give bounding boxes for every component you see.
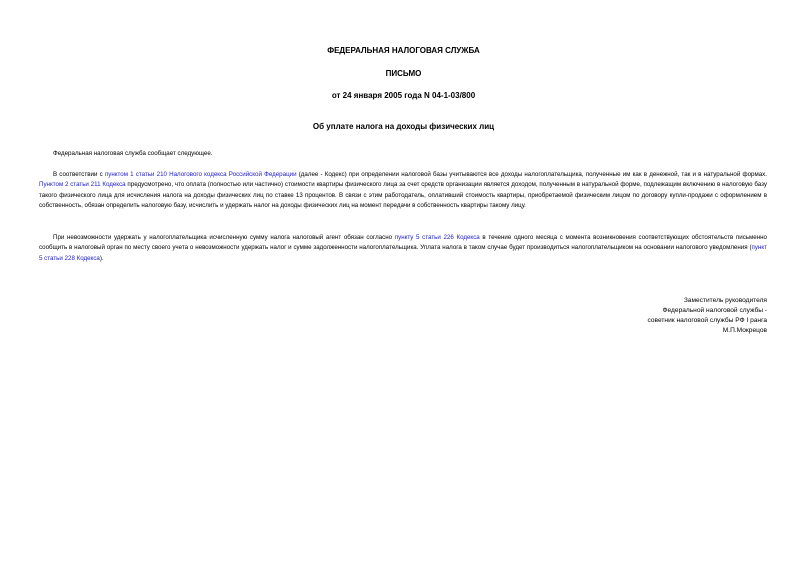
link-article-226[interactable]: пункту 5 статьи 226 Кодекса xyxy=(394,234,480,241)
signature-name: М.П.Мокрецов xyxy=(722,327,767,334)
paragraph-text: При невозможности удержать у налогоплательщика исчисленную сумму налога налоговый агент обязан согласно xyxy=(53,234,395,241)
document-type: ПИСЬМО xyxy=(385,69,422,78)
link-article-211[interactable]: Пунктом 2 статьи 211 Кодекса xyxy=(39,181,126,189)
signature-position: Заместитель руководителя xyxy=(683,297,767,304)
paragraph-text: В соответствии с xyxy=(53,171,105,178)
paragraph-intro xyxy=(39,149,767,159)
paragraph-text: предусмотрено, что оплата (полностью или частично) стоимости квартиры физического лица за счет средств организации является доходом, полученным в натуральной форме, подлежащим включению в налоговую базу такого физического лица для исчисления налога на доходы физических лиц по ставке 13 процентов. В связи с этим работодатель, оплативший стоимость квартиры, приобретаемой физическим лицом по договору купли-продажи с оформлением в собственность, обязан определить налоговую базу, исчислить и удержать налог на доходы физических лиц на момент передачи в собственность квартиры такому лицу. xyxy=(39,181,767,210)
paragraph-withholding xyxy=(39,233,767,264)
link-article-228[interactable]: пункт 5 статьи 228 Кодекса xyxy=(39,244,767,262)
paragraph-intro-text: Федеральная налоговая служба сообщает следующее. xyxy=(53,150,213,157)
document-date-number: от 24 января 2005 года N 04-1-03/800 xyxy=(331,91,476,100)
agency-title: ФЕДЕРАЛЬНАЯ НАЛОГОВАЯ СЛУЖБА xyxy=(327,46,480,55)
paragraph-text: в течение одного месяца с момента возникновения соответствующих обстоятельств письменно сообщить в налоговый орган по месту своего учета о невозможности удержать налог и сумме задолженности налогоплательщика. Уплата налога в таком случае будет производиться налогоплательщиком на основании налогового уведомления ( xyxy=(39,234,767,252)
signature-rank: советник налоговой службы РФ I ранга xyxy=(647,317,767,324)
paragraph-text: ). xyxy=(99,254,104,262)
link-article-210[interactable]: пунктом 1 статьи 210 Налогового кодекса Российской Федерации xyxy=(104,171,297,178)
paragraph-text: (далее - Кодекс) при определении налоговой базы учитываются все доходы налогоплательщика, полученные им как в денежной, так и в натуральной формах. xyxy=(296,171,767,178)
signature-organization: Федеральной налоговой службы - xyxy=(662,307,767,314)
document-subject: Об уплате налога на доходы физических лиц xyxy=(312,122,495,131)
paragraph-income xyxy=(39,170,767,212)
signature-block xyxy=(648,296,768,336)
